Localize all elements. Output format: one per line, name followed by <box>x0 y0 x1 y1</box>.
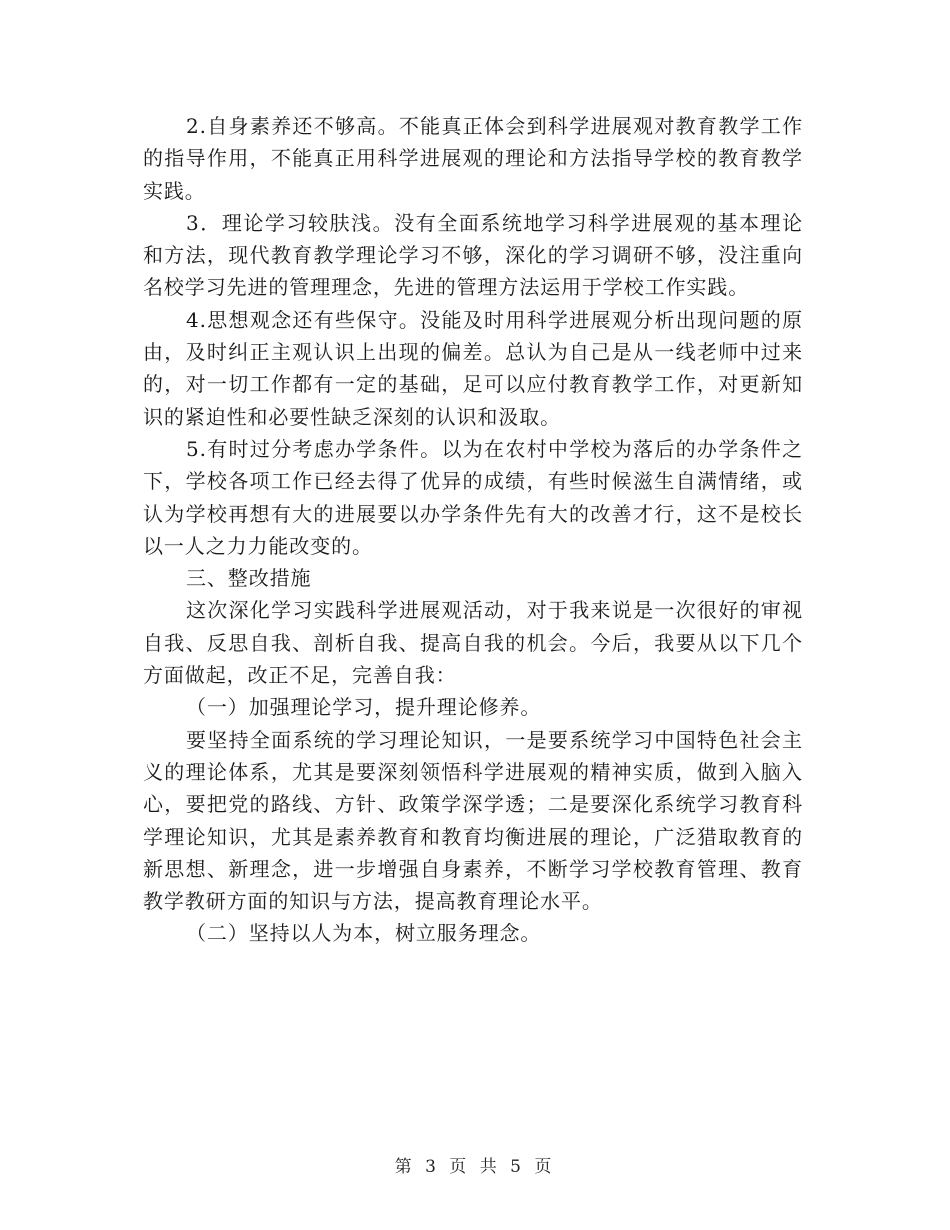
paragraph-item-4: 4.思想观念还有些保守。没能及时用科学进展观分析出现问题的原由，及时纠正主观认识上出现的偏差。总认为自己是从一线老师中过来的，对一切工作都有一定的基础，足可以应付教育教学工作，对更新知识的紧迫性和必要性缺乏深刻的认识和汲取。 <box>143 307 803 429</box>
paragraph-item-3: 3．理论学习较肤浅。没有全面系统地学习科学进展观的基本理论和方法，现代教育教学理论学习不够，深化的学习调研不够，没注重向名校学习先进的管理理念，先进的管理方法运用于学校工作实践。 <box>143 210 803 300</box>
paragraph-item-2: 2.自身素养还不够高。不能真正体会到科学进展观对教育教学工作的指导作用，不能真正用科学进展观的理论和方法指导学校的教育教学实践。 <box>143 114 803 203</box>
document-body <box>143 110 803 950</box>
section-heading-rectification: 三、整改措施 <box>186 566 312 591</box>
subheading-one: （一）加强理论学习，提升理论修养。 <box>186 695 542 720</box>
paragraph-intro: 这次深化学习实践科学进展观活动，对于我来说是一次很好的审视自我、反思自我、剖析自我、提高自我的机会。今后，我要从以下几个方面做起，改正不足，完善自我： <box>143 598 803 688</box>
paragraph-item-5: 5.有时过分考虑办学条件。以为在农村中学校为落后的办学条件之下，学校各项工作已经去得了优异的成绩，有些时候滋生自满情绪，或认为学校再想有大的进展要以办学条件先有大的改善才行，这不是校长以一人之力力能改变的。 <box>143 436 803 558</box>
subheading-two: （二）坚持以人为本，树立服务理念。 <box>186 921 542 946</box>
page-number-footer: 第 3 页 共 5 页 <box>394 1157 556 1177</box>
paragraph-theory-study: 要坚持全面系统的学习理论知识，一是要系统学习中国特色社会主义的理论体系，尤其是要深刻领悟科学进展观的精神实质，做到入脑入心，要把党的路线、方针、政策学深学透；二是要深化系统学习教育科学理论知识，尤其是素养教育和教育均衡进展的理论，广泛猎取教育的新思想、新理念，进一步增强自身素养，不断学习学校教育管理、教育教学教研方面的知识与方法，提高教育理论水平。 <box>143 727 803 914</box>
